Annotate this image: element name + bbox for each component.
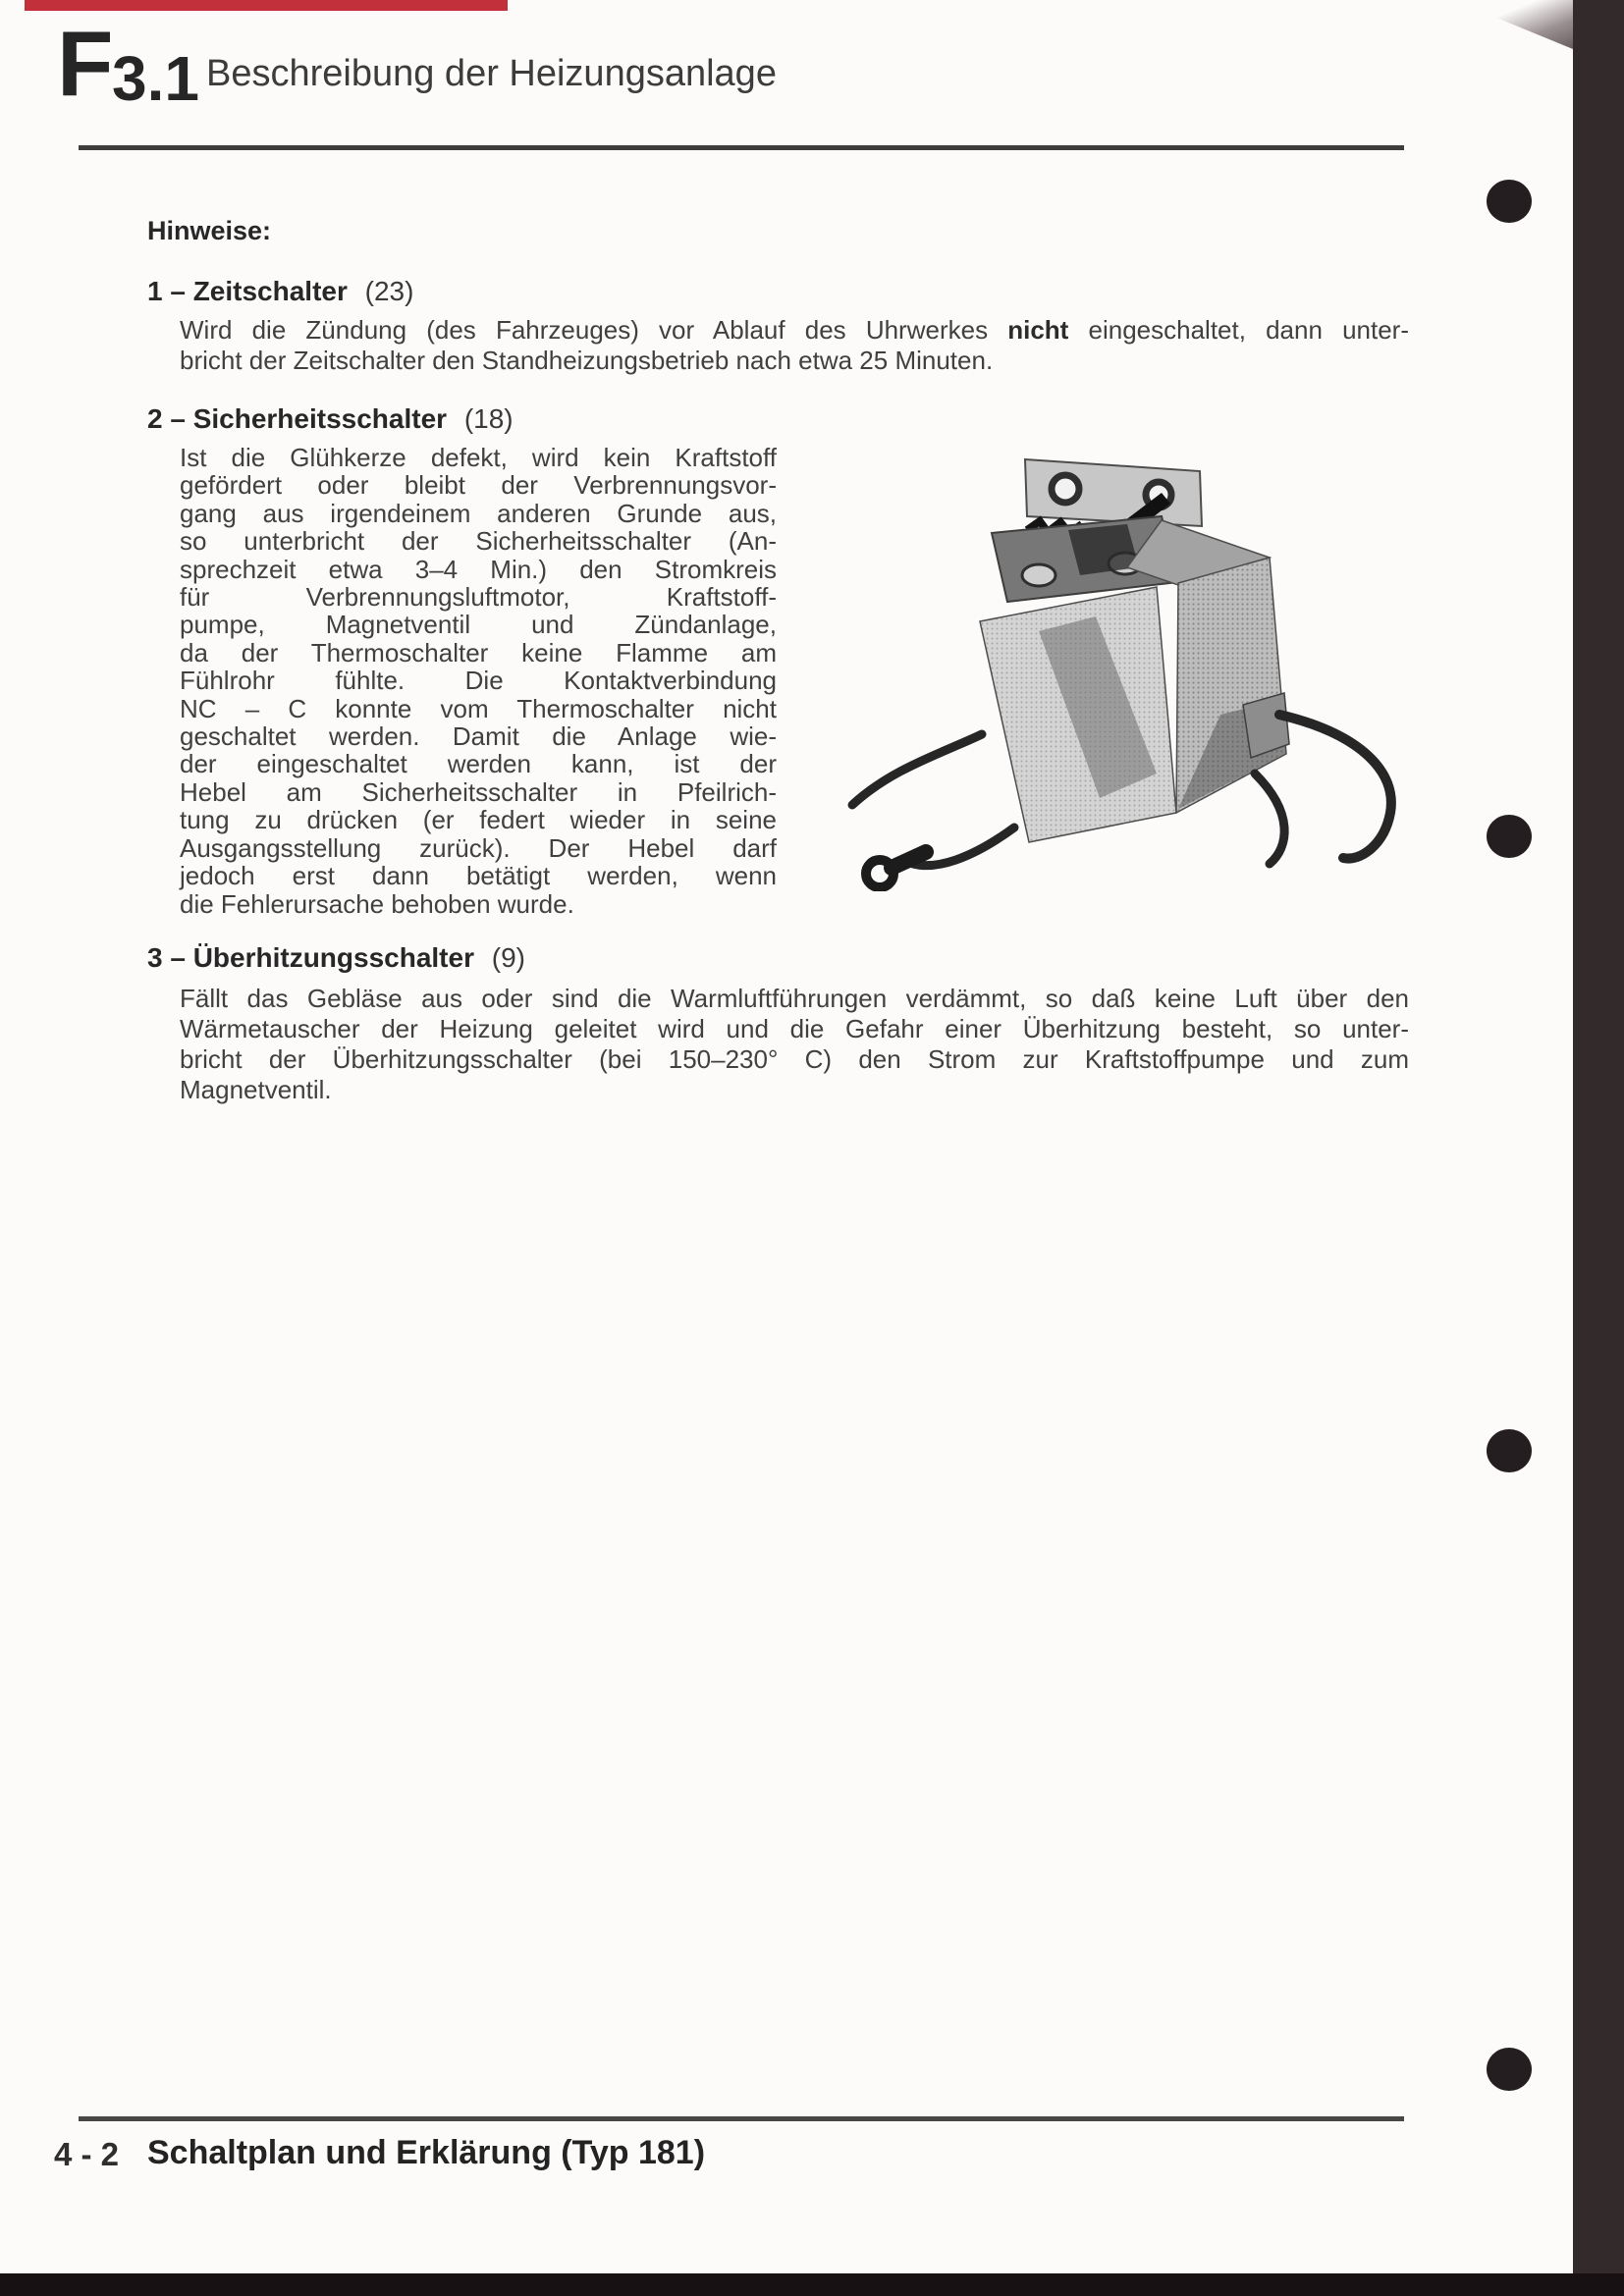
section-3-heading bbox=[147, 942, 525, 974]
section-3-heading-bold: 3 – Überhitzungsschalter bbox=[147, 942, 474, 973]
binder-edge bbox=[1573, 0, 1624, 2296]
notes-label: Hinweise: bbox=[147, 216, 272, 245]
page-title: Beschreibung der Heizungsanlage bbox=[206, 53, 777, 94]
column-line: gefördert oder bleibt der Verbrennungsvor- bbox=[180, 470, 777, 501]
paragraph-line: bricht der Zeitschalter den Standheizungsbetrieb nach etwa 25 Minuten. bbox=[180, 346, 994, 375]
section-2-heading-bold: 2 – Sicherheitsschalter bbox=[147, 403, 448, 434]
section-number: 3.1 bbox=[112, 43, 199, 114]
column-line: NC – C konnte vom Thermoschalter nicht bbox=[180, 693, 777, 723]
footer-title: Schaltplan und Erklärung (Typ 181) bbox=[147, 2134, 706, 2171]
column-line: Hebel am Sicherheitsschalter in Pfeilrich- bbox=[180, 776, 777, 807]
scan-bottom-edge bbox=[0, 2273, 1624, 2296]
emphasized-word: nicht bbox=[1007, 315, 1069, 345]
column-line: da der Thermoschalter keine Flamme am bbox=[180, 637, 777, 667]
paragraph-line: Magnetventil. bbox=[180, 1075, 332, 1104]
punch-hole bbox=[1487, 1429, 1532, 1472]
scan-red-strip bbox=[25, 0, 508, 11]
wire-left-upper bbox=[852, 734, 982, 805]
section-1-heading-ref: (23) bbox=[364, 276, 414, 306]
column-line: Fühlrohr fühlte. Die Kontaktverbindung bbox=[180, 666, 777, 696]
column-line: pumpe, Magnetventil und Zündanlage, bbox=[180, 610, 777, 640]
header-rule bbox=[79, 145, 1404, 150]
section-1-heading bbox=[147, 276, 413, 307]
column-line: Ist die Glühkerze defekt, wird kein Kraftstoff bbox=[180, 443, 777, 472]
section-2-heading bbox=[147, 403, 514, 435]
paragraph-text: Wird die Zündung (des Fahrzeuges) vor Ablauf des Uhrwerkes bbox=[180, 315, 989, 345]
section-1-heading-bold: 1 – Zeitschalter bbox=[147, 276, 348, 306]
column-line: jedoch erst dann betätigt werden, wenn bbox=[180, 861, 777, 891]
section-3-heading-ref: (9) bbox=[491, 942, 525, 973]
paragraph-line: Fällt das Gebläse aus oder sind die Warmluftführungen verdämmt, so daß keine Luft über den bbox=[180, 984, 1409, 1013]
safety-switch-photo bbox=[833, 420, 1432, 891]
column-line: geschaltet werden. Damit die Anlage wie- bbox=[180, 721, 777, 752]
footer-page-number: 4 - 2 bbox=[54, 2136, 120, 2172]
paragraph-text: eingeschaltet, dann unter- bbox=[1088, 315, 1409, 345]
column-line: die Fehlerursache behoben wurde. bbox=[180, 888, 574, 919]
section-3-paragraph bbox=[180, 984, 1409, 1105]
column-line: so unterbricht der Sicherheitsschalter (An- bbox=[180, 526, 777, 557]
punch-hole bbox=[1487, 180, 1532, 223]
bracket-hole bbox=[1052, 475, 1079, 503]
footer-rule bbox=[79, 2116, 1404, 2121]
paragraph-line: Wärmetauscher der Heizung geleitet wird und die Gefahr einer Überhitzung besteht, so unter- bbox=[180, 1014, 1409, 1043]
column-line: der eingeschaltet werden kann, ist der bbox=[180, 749, 777, 779]
column-line: für Verbrennungsluftmotor, Kraftstoff- bbox=[180, 582, 777, 613]
section-1-paragraph bbox=[180, 315, 1409, 376]
column-line: gang aus irgendeinem anderen Grunde aus, bbox=[180, 498, 777, 528]
punch-hole bbox=[1487, 2048, 1532, 2091]
wire-right-hook bbox=[1279, 715, 1391, 859]
column-line: Ausgangsstellung zurück). Der Hebel darf bbox=[180, 832, 777, 863]
punch-hole bbox=[1487, 815, 1532, 858]
section-2-text-column bbox=[180, 444, 777, 918]
section-code: F bbox=[57, 12, 114, 115]
ring-terminal bbox=[866, 860, 893, 887]
section-2-heading-ref: (18) bbox=[463, 403, 514, 434]
column-line: tung zu drücken (er federt wieder in seine bbox=[180, 805, 777, 835]
paragraph-line bbox=[180, 315, 1409, 346]
terminal-screw bbox=[1022, 564, 1056, 586]
column-line: sprechzeit etwa 3–4 Min.) den Stromkreis bbox=[180, 554, 777, 584]
paragraph-line: bricht der Überhitzungsschalter (bei 150–230° C) den Strom zur Kraftstoffpumpe und zum bbox=[180, 1044, 1409, 1074]
scan-corner-shadow bbox=[1453, 0, 1573, 49]
wire-right-lower bbox=[1255, 774, 1284, 864]
